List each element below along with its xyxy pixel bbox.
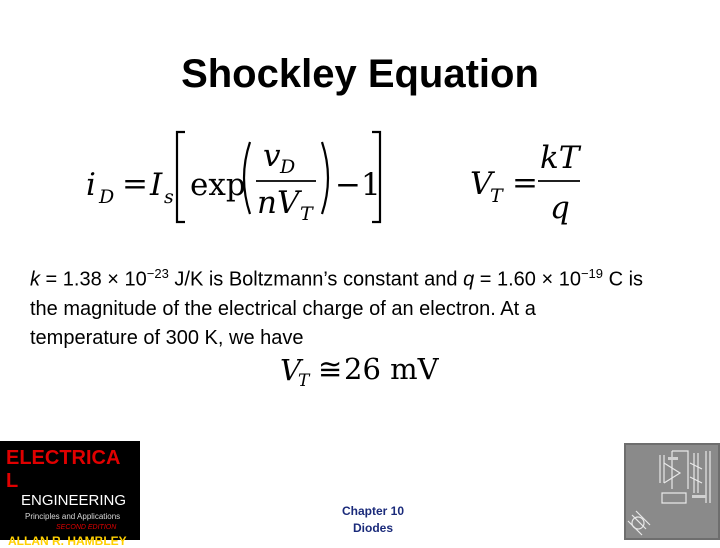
vt-denominator: q [550, 190, 570, 226]
vt-value-sub-t: T [298, 371, 310, 391]
vt-v: V [470, 166, 493, 202]
temperature-line: temperature of 300 K, we have [30, 326, 304, 349]
numerator-sub-d: D [280, 156, 296, 178]
vt-sub-t: T [490, 185, 503, 207]
q-variable: q [463, 268, 475, 291]
approx-equal-sign: ≅ [318, 352, 343, 386]
minus-one: −1 [335, 167, 381, 203]
logo-title [6, 447, 120, 493]
exp-function: exp [190, 167, 246, 203]
saturation-sub-s: s [164, 186, 174, 208]
logo-author: ALLAN R. HAMBLEY [8, 534, 127, 548]
logo-edition: SECOND EDITION [56, 524, 117, 531]
thermal-voltage-value [278, 348, 439, 391]
slide-title: Shockley Equation [181, 52, 539, 96]
q-value: = 1.60 × 10 [474, 268, 581, 291]
q-description: C is the magnitude of the electrical charge of an electron. At a [30, 268, 644, 320]
chapter-topic: Diodes [352, 521, 393, 535]
lhs-i: i [86, 167, 96, 203]
left-paren [244, 142, 250, 214]
k-variable: k [30, 268, 40, 291]
logo-engineering: ENGINEERING [21, 492, 127, 509]
equals-sign: = [122, 166, 148, 202]
saturation-current-i: I [150, 167, 163, 203]
circuit-sketch-image [624, 443, 720, 540]
right-paren [322, 142, 328, 214]
logo-line-2: L [6, 470, 19, 492]
k-exponent: −23 [146, 266, 169, 281]
vt-equals: = [512, 165, 538, 201]
q-exponent: −19 [580, 266, 604, 281]
k-description: J/K is Boltzmann’s constant and [168, 268, 464, 291]
logo-subtitle: Principles and Applications [25, 512, 121, 521]
textbook-logo [0, 441, 140, 548]
vt-value-v: V [280, 353, 301, 387]
chapter-footer [300, 503, 446, 537]
vt-value-number: 26 mV [344, 352, 439, 386]
chapter-label: Chapter 10 [341, 504, 405, 518]
denominator-nv: nV [257, 185, 300, 221]
denominator-sub-t: T [300, 203, 313, 225]
logo-line-1: ELECTRICA [6, 447, 121, 469]
k-value: = 1.38 × 10 [40, 268, 147, 291]
lhs-sub-d: D [99, 186, 115, 208]
thermal-voltage-equation [468, 140, 583, 225]
numerator-v: v [263, 138, 281, 174]
vt-numerator: kT [540, 140, 580, 176]
left-bracket [177, 132, 185, 222]
body-paragraph [30, 259, 670, 353]
shockley-equation [80, 118, 410, 230]
